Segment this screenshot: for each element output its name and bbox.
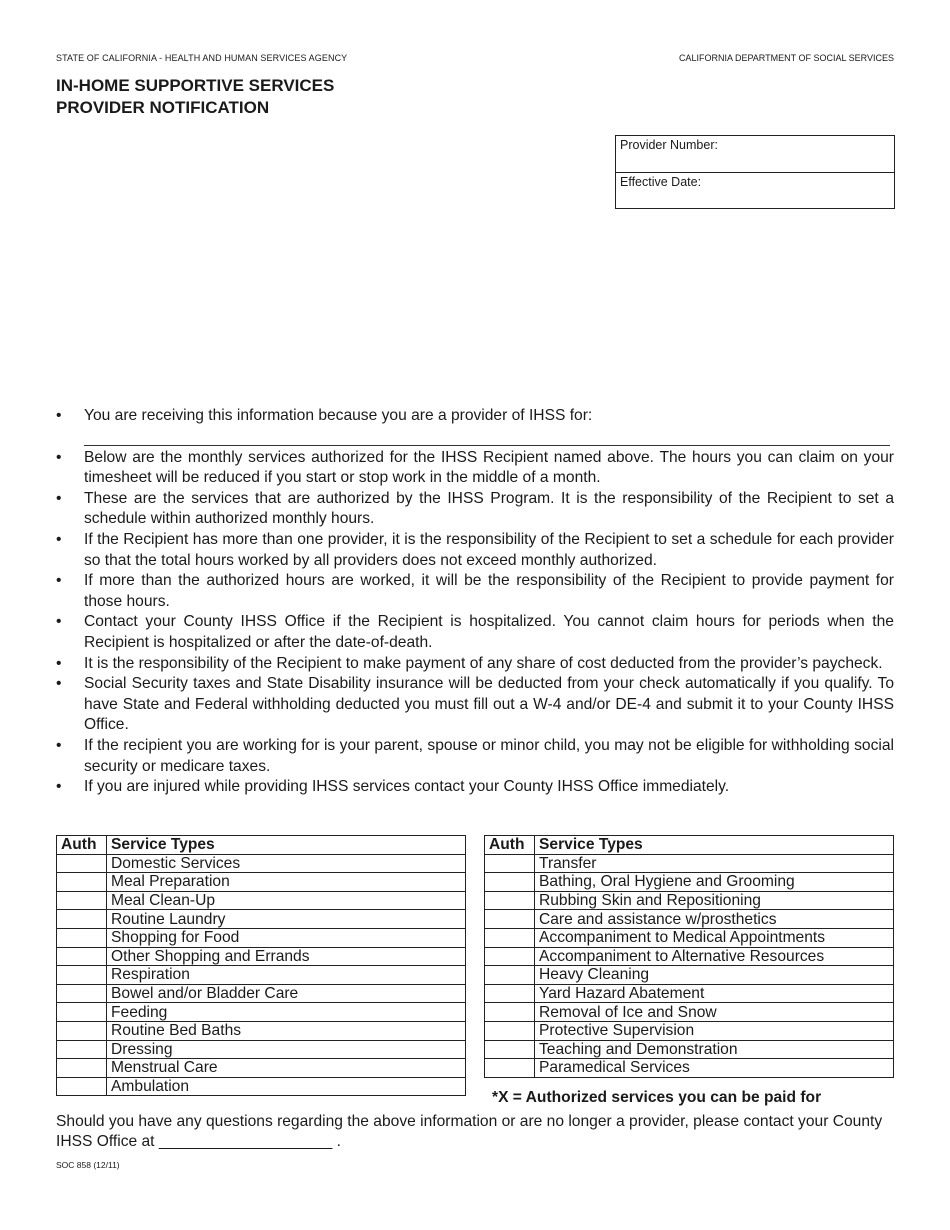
service-type-cell: Domestic Services — [107, 854, 466, 873]
service-type-cell: Care and assistance w/prosthetics — [535, 910, 894, 929]
service-type-cell: Teaching and Demonstration — [535, 1040, 894, 1059]
bullet-item: • Below are the monthly services authorized for the IHSS Recipient named above. The hours you can claim on your timesheet will be reduced if you start or stop work in the middle of a month. — [56, 448, 894, 489]
service-type-cell: Routine Laundry — [107, 910, 466, 929]
service-row — [485, 984, 894, 1003]
service-row — [485, 891, 894, 910]
service-row — [485, 1021, 894, 1040]
service-row — [485, 873, 894, 892]
auth-checkbox-cell[interactable] — [485, 854, 535, 873]
auth-column-header: Auth — [57, 836, 107, 855]
service-row — [57, 1021, 466, 1040]
auth-checkbox-cell[interactable] — [485, 873, 535, 892]
effective-date-label: Effective Date: — [620, 175, 702, 189]
department-name: CALIFORNIA DEPARTMENT OF SOCIAL SERVICES — [678, 53, 894, 63]
service-row — [57, 891, 466, 910]
service-row — [485, 1040, 894, 1059]
service-row — [57, 1077, 466, 1096]
service-type-cell: Feeding — [107, 1003, 466, 1022]
service-row — [57, 947, 466, 966]
bullet-item: • Contact your County IHSS Office if the Recipient is hospitalized. You cannot claim hours for periods when the Recipient is hospitalized or after the date-of-death. — [56, 612, 894, 653]
service-type-cell: Transfer — [535, 854, 894, 873]
auth-checkbox-cell[interactable] — [57, 1059, 107, 1078]
bullet-item: • If more than the authorized hours are worked, it will be the responsibility of the Recipient to provide payment for those hours. — [56, 571, 894, 612]
auth-checkbox-cell[interactable] — [57, 1021, 107, 1040]
bullet-item: • If the recipient you are working for is your parent, spouse or minor child, you may not be eligible for withholding social security or medicare taxes. — [56, 736, 894, 777]
auth-checkbox-cell[interactable] — [57, 1003, 107, 1022]
auth-checkbox-cell[interactable] — [485, 1059, 535, 1078]
auth-checkbox-cell[interactable] — [485, 1021, 535, 1040]
authorization-footnote: *X = Authorized services you can be paid for — [492, 1089, 822, 1106]
service-row — [485, 928, 894, 947]
service-type-cell: Accompaniment to Alternative Resources — [535, 947, 894, 966]
auth-checkbox-cell[interactable] — [57, 947, 107, 966]
auth-checkbox-cell[interactable] — [57, 854, 107, 873]
service-table-left — [56, 835, 466, 1096]
service-type-cell: Menstrual Care — [107, 1059, 466, 1078]
auth-checkbox-cell[interactable] — [485, 984, 535, 1003]
service-type-cell: Bathing, Oral Hygiene and Grooming — [535, 873, 894, 892]
form-number: SOC 858 (12/11) — [56, 1160, 120, 1170]
service-type-cell: Accompaniment to Medical Appointments — [535, 928, 894, 947]
service-row — [57, 966, 466, 985]
bullet-item: • If you are injured while providing IHSS services contact your County IHSS Office immediately. — [56, 777, 894, 798]
service-type-cell: Routine Bed Baths — [107, 1021, 466, 1040]
auth-checkbox-cell[interactable] — [57, 891, 107, 910]
service-type-cell: Ambulation — [107, 1077, 466, 1096]
service-row — [57, 928, 466, 947]
service-table-right — [484, 835, 894, 1078]
service-type-cell: Dressing — [107, 1040, 466, 1059]
auth-checkbox-cell[interactable] — [57, 1077, 107, 1096]
auth-checkbox-cell[interactable] — [57, 928, 107, 947]
auth-checkbox-cell[interactable] — [57, 910, 107, 929]
auth-checkbox-cell[interactable] — [485, 1040, 535, 1059]
service-type-cell: Yard Hazard Abatement — [535, 984, 894, 1003]
notice-bullet-list — [56, 406, 894, 798]
bullet-item: • You are receiving this information because you are a provider of IHSS for: — [56, 406, 894, 427]
agency-name: STATE OF CALIFORNIA - HEALTH AND HUMAN SERVICES AGENCY — [56, 53, 348, 63]
table-header-row — [57, 836, 466, 855]
service-types-column-header: Service Types — [535, 836, 894, 855]
service-row — [485, 1059, 894, 1078]
service-type-cell: Heavy Cleaning — [535, 966, 894, 985]
provider-number-label: Provider Number: — [620, 138, 718, 152]
service-row — [57, 873, 466, 892]
bullet-item: • These are the services that are authorized by the IHSS Program. It is the responsibility of the Recipient to set a schedule within authorized monthly hours. — [56, 489, 894, 530]
service-table-right-body — [485, 854, 894, 1077]
auth-checkbox-cell[interactable] — [485, 1003, 535, 1022]
service-row — [57, 910, 466, 929]
auth-checkbox-cell[interactable] — [485, 928, 535, 947]
auth-checkbox-cell[interactable] — [485, 966, 535, 985]
provider-number-field[interactable] — [616, 136, 894, 173]
service-type-cell: Protective Supervision — [535, 1021, 894, 1040]
recipient-name-line[interactable] — [84, 427, 890, 446]
service-row — [485, 1003, 894, 1022]
service-row — [485, 910, 894, 929]
auth-checkbox-cell[interactable] — [485, 891, 535, 910]
service-types-column-header: Service Types — [107, 836, 466, 855]
service-type-cell: Other Shopping and Errands — [107, 947, 466, 966]
auth-checkbox-cell[interactable] — [57, 984, 107, 1003]
service-row — [57, 854, 466, 873]
service-type-cell: Meal Clean-Up — [107, 891, 466, 910]
title-line-1: IN-HOME SUPPORTIVE SERVICES — [56, 76, 335, 95]
service-row — [57, 1059, 466, 1078]
auth-checkbox-cell[interactable] — [57, 1040, 107, 1059]
service-row — [57, 1003, 466, 1022]
service-row — [485, 966, 894, 985]
service-row — [485, 854, 894, 873]
service-type-cell: Rubbing Skin and Repositioning — [535, 891, 894, 910]
service-row — [485, 947, 894, 966]
service-type-cell: Paramedical Services — [535, 1059, 894, 1078]
title-line-2: PROVIDER NOTIFICATION — [56, 98, 270, 117]
service-type-cell: Bowel and/or Bladder Care — [107, 984, 466, 1003]
provider-id-box — [615, 135, 895, 209]
bullet-item: • If the Recipient has more than one provider, it is the responsibility of the Recipient to set a schedule for each provider so that the total hours worked by all providers does not exceed monthly authorized. — [56, 530, 894, 571]
auth-checkbox-cell[interactable] — [57, 966, 107, 985]
auth-column-header: Auth — [485, 836, 535, 855]
service-type-cell: Removal of Ice and Snow — [535, 1003, 894, 1022]
service-table-left-body — [57, 854, 466, 1096]
service-type-cell: Shopping for Food — [107, 928, 466, 947]
auth-checkbox-cell[interactable] — [57, 873, 107, 892]
bullet-item: • It is the responsibility of the Recipient to make payment of any share of cost deducted from the provider’s paycheck. — [56, 654, 894, 675]
auth-checkbox-cell[interactable] — [485, 910, 535, 929]
service-type-cell: Meal Preparation — [107, 873, 466, 892]
bullet-item: • Social Security taxes and State Disability insurance will be deducted from your check automatically if you qualify. To have State and Federal withholding deducted you must fill out a W-4 and/or DE-4 and submit it to your County IHSS Office. — [56, 674, 894, 736]
service-type-cell: Respiration — [107, 966, 466, 985]
service-row — [57, 1040, 466, 1059]
table-header-row — [485, 836, 894, 855]
effective-date-field[interactable] — [616, 173, 894, 209]
auth-checkbox-cell[interactable] — [485, 947, 535, 966]
contact-instructions: Should you have any questions regarding the above information or are no longer a provider, please contact your County IHSS Office at ____________________ . — [56, 1113, 883, 1150]
service-row — [57, 984, 466, 1003]
page-title — [56, 75, 334, 119]
